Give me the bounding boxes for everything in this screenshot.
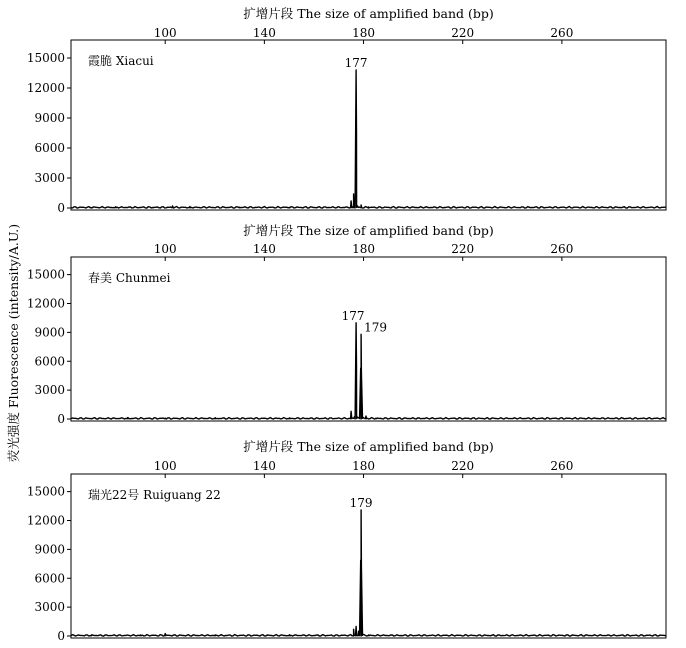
x-axis-title: 扩增片段 The size of amplified band (bp) (243, 6, 494, 21)
x-tick-label: 180 (352, 26, 375, 40)
chart-panels (27, 6, 666, 643)
y-tick-label: 0 (57, 412, 65, 426)
x-tick-label: 260 (550, 459, 574, 473)
peak-label: 177 (341, 308, 365, 323)
peak-label: 179 (364, 320, 387, 335)
x-axis-title: 扩增片段 The size of amplified band (bp) (243, 223, 494, 238)
x-tick-label: 220 (451, 242, 475, 256)
x-tick-label: 100 (153, 459, 177, 473)
sample-label: 春美 Chunmei (88, 271, 171, 285)
x-tick-label: 140 (252, 26, 276, 40)
y-tick-label: 12000 (26, 513, 65, 528)
y-axis-label: 荧光强度 Fluorescence (intensity/A.U.) (6, 223, 21, 463)
chart-panel-3 (27, 439, 666, 643)
x-tick-label: 140 (252, 242, 276, 256)
x-tick-label: 180 (352, 459, 375, 473)
fluorescence-trace (71, 323, 666, 419)
y-tick-label: 15000 (26, 267, 65, 282)
chart-panel-1 (27, 6, 666, 215)
y-tick-label: 0 (57, 629, 65, 643)
x-tick-label: 260 (550, 242, 574, 256)
y-tick-label: 12000 (26, 296, 65, 311)
x-axis-title: 扩增片段 The size of amplified band (bp) (243, 439, 494, 454)
y-tick-label: 3000 (34, 383, 65, 398)
x-tick-label: 140 (252, 459, 276, 473)
y-tick-label: 9000 (34, 542, 65, 557)
peak-label: 179 (349, 495, 373, 510)
y-tick-label: 9000 (34, 325, 65, 340)
sample-label: 霞脆 Xiacui (88, 54, 154, 68)
y-tick-label: 12000 (26, 81, 65, 95)
x-tick-label: 180 (352, 242, 375, 256)
x-tick-label: 220 (451, 26, 475, 40)
y-tick-label: 9000 (34, 111, 65, 125)
y-tick-label: 6000 (34, 141, 65, 155)
fluorescence-trace (71, 70, 666, 208)
y-tick-label: 6000 (34, 571, 65, 586)
y-tick-label: 3000 (34, 171, 65, 185)
x-tick-label: 100 (153, 26, 177, 40)
fluorescence-trace (71, 510, 666, 636)
peak-label: 177 (344, 56, 368, 70)
y-tick-label: 15000 (26, 51, 65, 65)
chart-panel-2 (27, 223, 666, 426)
y-tick-label: 0 (57, 201, 65, 215)
sample-label: 瑞光22号 Ruiguang 22 (88, 488, 221, 502)
y-tick-label: 3000 (34, 600, 65, 615)
x-tick-label: 100 (153, 242, 177, 256)
x-tick-label: 260 (550, 26, 574, 40)
y-tick-label: 15000 (26, 484, 65, 499)
y-tick-label: 6000 (34, 354, 65, 369)
plot-frame (71, 40, 666, 210)
x-tick-label: 220 (451, 459, 475, 473)
